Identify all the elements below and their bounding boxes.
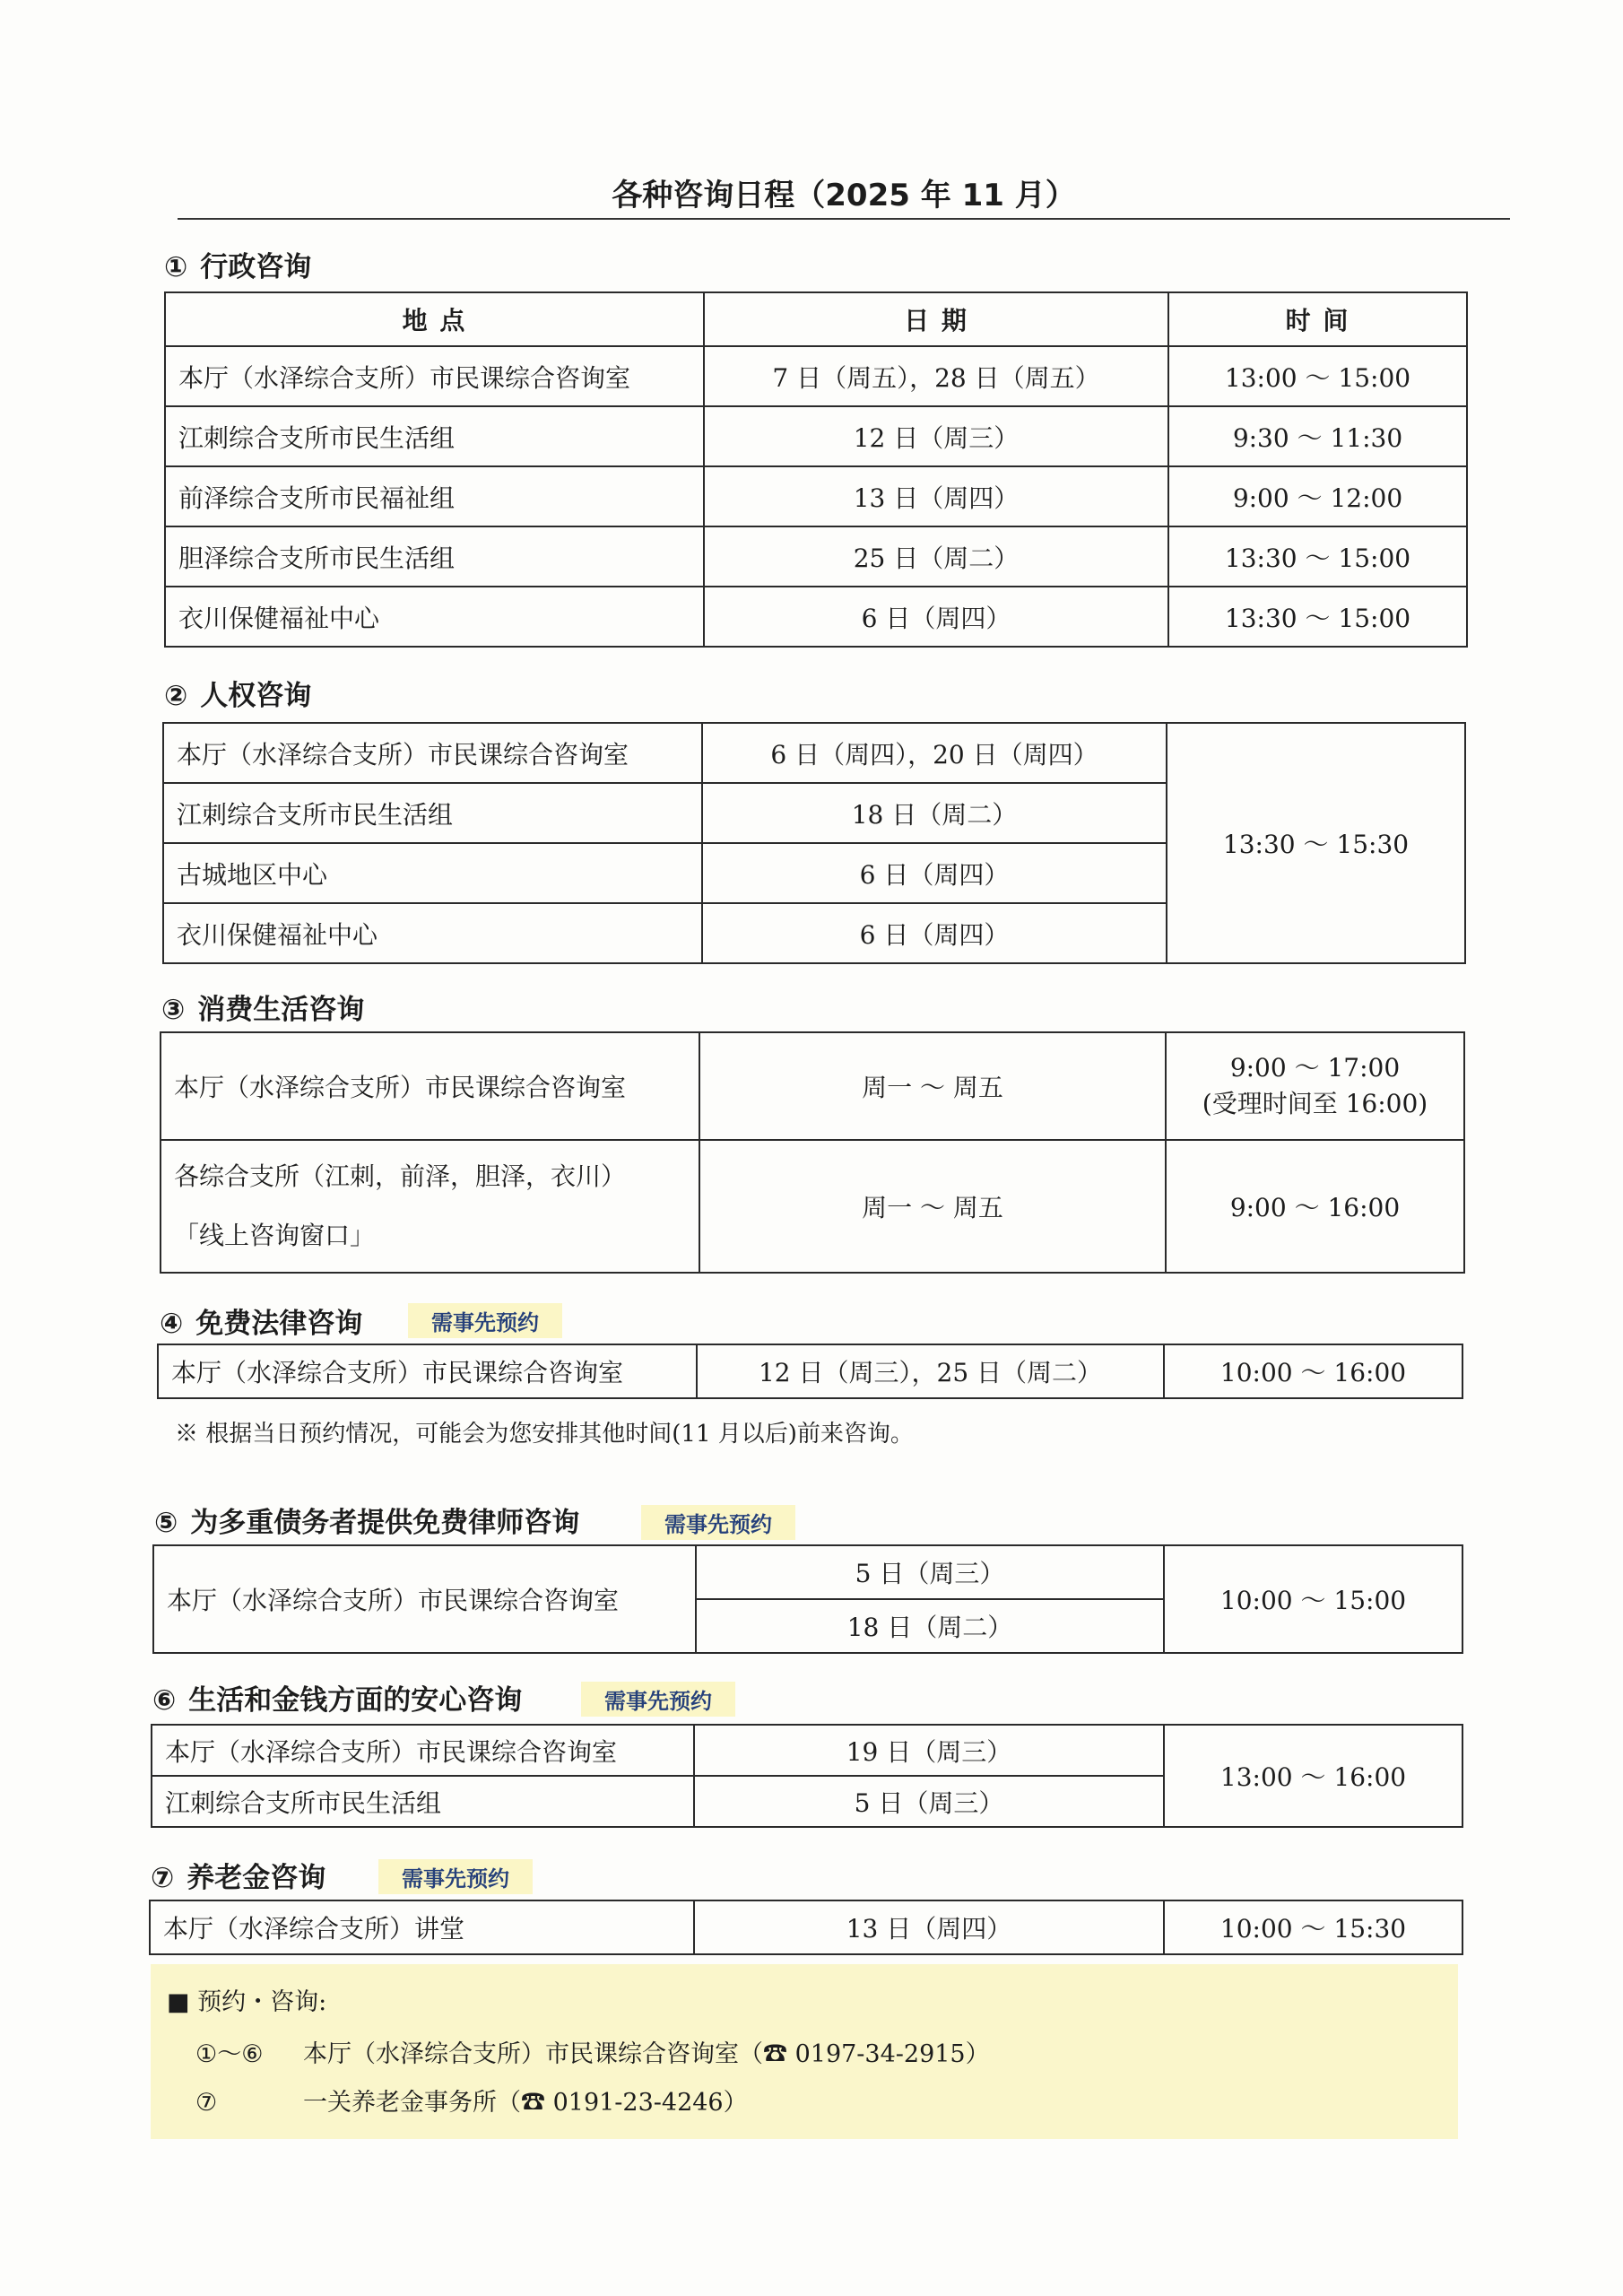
section-4-title: 免费法律咨询: [195, 1308, 363, 1340]
date-cell: 18 日（周二）: [702, 783, 1167, 843]
table-row: [165, 526, 1467, 587]
reservation-required-badge: 需事先预约: [378, 1859, 533, 1894]
section-4-number: ④: [160, 1308, 184, 1340]
place-cell: 本厅（水泽综合支所）市民课综合咨询室: [158, 1344, 697, 1398]
table-row: [165, 466, 1467, 526]
time-cell: 10:00 ～ 15:00: [1164, 1545, 1462, 1653]
date-cell: 6 日（周四）: [702, 843, 1167, 903]
place-value: 各综合支所（江刺，前泽，胆泽，衣川）: [174, 1161, 627, 1191]
place-cell: 衣川保健福祉中心: [165, 587, 704, 647]
time-cell: 10:00 ～ 16:00: [1164, 1344, 1462, 1398]
place-cell: [161, 1140, 699, 1273]
time-cell: 9:30 ～ 11:30: [1168, 406, 1467, 466]
table-row: [152, 1725, 1462, 1776]
date-cell: 18 日（周二）: [696, 1599, 1164, 1653]
place-cell: 本厅（水泽综合支所）讲堂: [150, 1900, 694, 1954]
contact-item-mark: ⑦: [195, 2089, 218, 2117]
date-cell: 6 日（周四）: [704, 587, 1168, 647]
contact-item-text: 一关养老金事务所（☎ 0191-23-4246）: [303, 2089, 748, 2117]
date-cell: 5 日（周三）: [694, 1776, 1164, 1827]
place-cell: 江刺综合支所市民生活组: [163, 783, 702, 843]
time-cell: [1166, 1032, 1464, 1140]
time-cell: 13:00 ～ 15:00: [1168, 346, 1467, 406]
date-cell: 7 日（周五），28 日（周五）: [704, 346, 1168, 406]
date-cell: 13 日（周四）: [704, 466, 1168, 526]
date-cell: 周一 ～ 周五: [699, 1140, 1166, 1273]
date-cell: 5 日（周三）: [696, 1545, 1164, 1599]
table-row: [163, 723, 1465, 783]
title-divider: [178, 218, 1510, 220]
col-header-place: 地 点: [165, 292, 704, 346]
section-3-title: 消费生活咨询: [197, 994, 365, 1026]
page-title: 各种咨询日程（2025 年 11 月）: [612, 178, 1076, 213]
table-row: [150, 1900, 1462, 1954]
section-4-table: [157, 1344, 1463, 1399]
place-cell: 本厅（水泽综合支所）市民课综合咨询室: [152, 1725, 694, 1776]
section-7-title: 养老金咨询: [187, 1862, 326, 1894]
place-cell: 胆泽综合支所市民生活组: [165, 526, 704, 587]
time-cell: 9:00 ～ 12:00: [1168, 466, 1467, 526]
section-3-heading: [161, 987, 364, 1027]
table-row: [165, 587, 1467, 647]
time-note: (受理时间至 16:00): [1202, 1089, 1428, 1118]
section-2-heading: [164, 673, 311, 713]
col-header-date: 日 期: [704, 292, 1168, 346]
section-4-heading: [160, 1300, 362, 1341]
section-2-number: ②: [164, 680, 188, 712]
date-cell: 12 日（周三）: [704, 406, 1168, 466]
time-cell: 9:00 ～ 16:00: [1166, 1140, 1464, 1273]
place-cell: 本厅（水泽综合支所）市民课综合咨询室: [163, 723, 702, 783]
place-subtitle: 「线上咨询窗口」: [174, 1221, 376, 1250]
contact-heading: ■ 预约・咨询:: [167, 1988, 327, 2016]
contact-item-text: 本厅（水泽综合支所）市民课综合咨询室（☎ 0197-34-2915）: [303, 2040, 990, 2068]
date-cell: 6 日（周四），20 日（周四）: [702, 723, 1167, 783]
date-cell: 6 日（周四）: [702, 903, 1167, 963]
section-2-title: 人权咨询: [200, 680, 312, 712]
place-cell: 江刺综合支所市民生活组: [165, 406, 704, 466]
place-cell: 衣川保健福祉中心: [163, 903, 702, 963]
table-header-row: [165, 292, 1467, 346]
reservation-required-badge: 需事先预约: [581, 1682, 735, 1717]
section-4-note: ※ 根据当日预约情况，可能会为您安排其他时间(11 月以后)前来咨询。: [175, 1421, 914, 1448]
col-header-time: 时 间: [1168, 292, 1467, 346]
contact-item: [195, 2034, 990, 2069]
contact-item-mark: ①～⑥: [195, 2040, 264, 2068]
time-cell: 13:30 ～ 15:00: [1168, 526, 1467, 587]
section-6-table: [151, 1724, 1463, 1828]
contact-item: [195, 2083, 748, 2118]
section-1-number: ①: [164, 251, 188, 283]
section-2-table: [162, 722, 1466, 964]
place-cell: 江刺综合支所市民生活组: [152, 1776, 694, 1827]
section-5-heading: [154, 1500, 579, 1540]
time-cell: 10:00 ～ 15:30: [1164, 1900, 1462, 1954]
section-6-number: ⑥: [152, 1684, 177, 1717]
section-5-title: 为多重债务者提供免费律师咨询: [190, 1507, 580, 1539]
time-cell: 13:30 ～ 15:30: [1167, 723, 1465, 963]
section-6-title: 生活和金钱方面的安心咨询: [188, 1684, 523, 1717]
place-cell: 前泽综合支所市民福祉组: [165, 466, 704, 526]
time-value: 9:00 ～ 17:00: [1229, 1053, 1401, 1083]
time-cell: 13:00 ～ 16:00: [1164, 1725, 1462, 1827]
contact-box: [151, 1964, 1458, 2139]
section-7-heading: [151, 1855, 325, 1895]
date-cell: 周一 ～ 周五: [699, 1032, 1166, 1140]
section-7-number: ⑦: [151, 1862, 175, 1894]
time-cell: 13:30 ～ 15:00: [1168, 587, 1467, 647]
section-5-table: [152, 1544, 1463, 1654]
place-cell: 本厅（水泽综合支所）市民课综合咨询室: [165, 346, 704, 406]
place-cell: 本厅（水泽综合支所）市民课综合咨询室: [161, 1032, 699, 1140]
section-1-table: [164, 291, 1468, 648]
section-6-heading: [152, 1677, 522, 1718]
table-row: [165, 346, 1467, 406]
place-cell: 古城地区中心: [163, 843, 702, 903]
date-cell: 13 日（周四）: [694, 1900, 1164, 1954]
table-row: [165, 406, 1467, 466]
reservation-required-badge: 需事先预约: [408, 1303, 562, 1338]
section-7-table: [149, 1900, 1463, 1955]
reservation-required-badge: 需事先预约: [641, 1505, 795, 1540]
section-3-table: [160, 1031, 1465, 1274]
place-cell: 本厅（水泽综合支所）市民课综合咨询室: [153, 1545, 696, 1653]
date-cell: 19 日（周三）: [694, 1725, 1164, 1776]
date-cell: 12 日（周三），25 日（周二）: [697, 1344, 1164, 1398]
section-1-title: 行政咨询: [200, 251, 312, 283]
table-row: [161, 1140, 1464, 1273]
table-row: [158, 1344, 1462, 1398]
section-1-heading: [164, 244, 311, 284]
table-row: [161, 1032, 1464, 1140]
table-row: [153, 1545, 1462, 1599]
date-cell: 25 日（周二）: [704, 526, 1168, 587]
section-3-number: ③: [161, 994, 186, 1026]
section-5-number: ⑤: [154, 1507, 178, 1539]
